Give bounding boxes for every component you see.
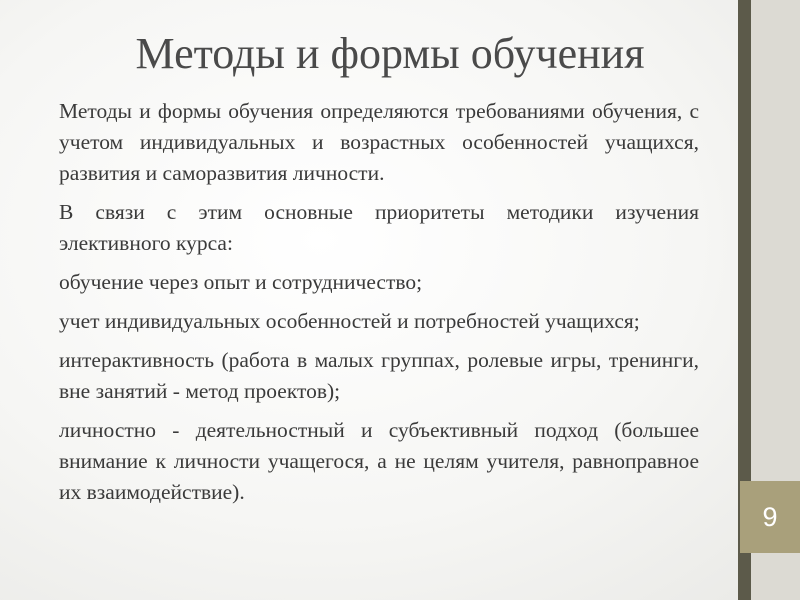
list-item-interactivity: интерактивность (работа в малых группах, ролевые игры, тренинги, вне занятий - метод проектов); xyxy=(59,348,699,403)
slide-title: Методы и формы обучения xyxy=(135,29,645,78)
list-item-approach: личностно - деятельностный и субъективный подход (большее внимание к личности учащегося, а не целям учителя, равноправное их взаимодействие). xyxy=(59,418,699,504)
page-number-badge xyxy=(740,481,800,553)
page-number: 9 xyxy=(762,501,778,532)
paragraph-intro: Методы и формы обучения определяются требованиями обучения, с учетом индивидуальных и возрастных особенностей учащихся, развития и саморазвития личности. xyxy=(59,99,699,185)
list-item-experience: обучение через опыт и сотрудничество; xyxy=(59,270,423,294)
slide-body xyxy=(59,96,699,516)
paragraph-priorities: В связи с этим основные приоритеты методики изучения элективного курса: xyxy=(59,200,699,255)
list-item-individual: учет индивидуальных особенностей и потребностей учащихся; xyxy=(59,309,640,333)
